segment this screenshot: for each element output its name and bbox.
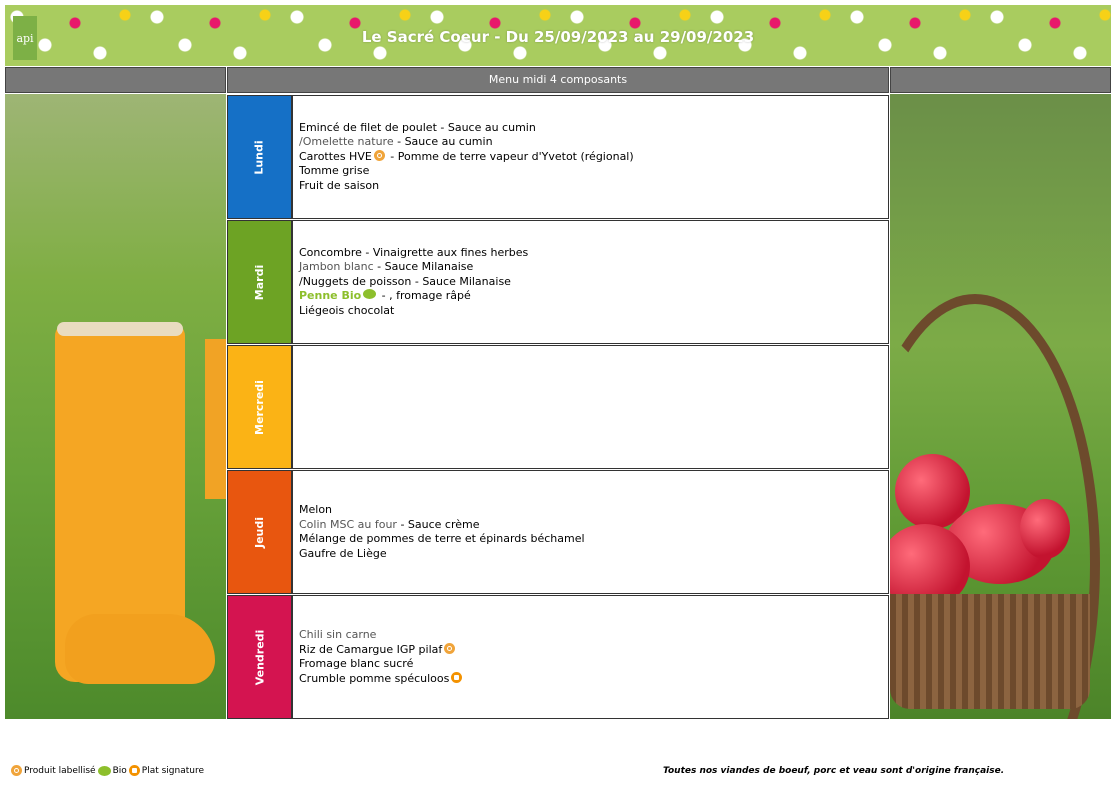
menu-line: Fruit de saison — [299, 178, 380, 192]
wicker-basket — [890, 594, 1090, 709]
signature-icon — [129, 765, 140, 776]
legend — [9, 765, 204, 776]
menu-items-lundi — [299, 96, 884, 218]
bio-dish: Penne Bio — [299, 289, 362, 303]
dish-name: - , fromage râpé — [378, 289, 471, 303]
day-name: Vendredi — [252, 629, 266, 685]
menu-row-lundi — [227, 95, 889, 219]
menu-row-mardi — [227, 220, 889, 344]
page-title: Le Sacré Coeur - Du 25/09/2023 au 29/09/2023 — [361, 28, 755, 46]
menu-line — [299, 672, 884, 687]
apple-basket-illustration — [890, 94, 1111, 719]
menu-row-jeudi — [227, 470, 889, 594]
day-name: Jeudi — [253, 516, 266, 548]
labellise-icon — [11, 765, 22, 776]
dish-name: - Pomme de terre vapeur d'Yvetot (régional) — [386, 149, 634, 163]
menu-line: /Nuggets de poisson - Sauce Milanaise — [299, 274, 511, 288]
menu-line — [299, 289, 884, 304]
menu-line: Tomme grise — [299, 164, 370, 178]
dish-sauce: - Sauce crème — [396, 517, 480, 531]
origin-note: Toutes nos viandes de boeuf, porc et veau sont d'origine française. — [663, 766, 1005, 776]
day-label-jeudi — [228, 471, 293, 593]
menu-line: Concombre - Vinaigrette aux fines herbes — [299, 245, 529, 259]
menu-line: Melon — [299, 503, 333, 516]
menu-line — [299, 135, 884, 150]
menu-row-mercredi — [227, 345, 889, 469]
dish-name: Riz de Camargue IGP pilaf — [299, 642, 443, 656]
dish-sauce: - Sauce au cumin — [393, 135, 493, 149]
legend-bio: Bio — [112, 765, 127, 776]
menu-line: Mélange de pommes de terre et épinards béchamel — [299, 532, 585, 545]
signature-icon — [451, 672, 462, 683]
labellise-icon — [374, 150, 385, 161]
day-label-lundi — [228, 96, 293, 218]
menu-items-vendredi — [299, 596, 884, 718]
menu-column-header: Menu midi 4 composants — [227, 67, 889, 93]
day-label-mercredi — [228, 346, 293, 468]
header-banner — [5, 5, 1111, 66]
left-column-header — [5, 67, 226, 93]
dish-sauce: - Sauce Milanaise — [373, 260, 474, 274]
menu-line: Gaufre de Liège — [299, 546, 387, 560]
menu-items-mardi — [299, 221, 884, 343]
dish-name: Colin MSC au four — [299, 517, 397, 531]
dish-name: Crumble pomme spéculoos — [299, 671, 450, 685]
legend-signature: Plat signature — [141, 765, 204, 776]
boot-toe — [65, 614, 215, 684]
menu-row-vendredi — [227, 595, 889, 719]
menu-line: Chili sin carne — [299, 628, 377, 641]
boots-illustration — [5, 94, 226, 719]
menu-line: Emincé de filet de poulet - Sauce au cumin — [299, 120, 536, 134]
menu-line — [299, 518, 884, 533]
day-label-mardi — [228, 221, 293, 343]
bio-icon — [98, 766, 111, 776]
legend-labellise: Produit labellisé — [24, 765, 96, 776]
menu-line: Fromage blanc sucré — [299, 657, 414, 670]
apple — [1020, 499, 1070, 559]
labellise-icon — [444, 643, 455, 654]
boot-lining — [57, 322, 183, 336]
bio-icon — [363, 289, 376, 299]
right-column-header — [890, 67, 1111, 93]
menu-line — [299, 150, 884, 165]
dish-name: Carottes HVE — [299, 149, 372, 163]
day-name: Mardi — [252, 264, 266, 300]
menu-line — [299, 260, 884, 275]
menu-items-jeudi — [299, 471, 884, 593]
dish-alternative: /Omelette nature — [299, 135, 394, 149]
day-label-vendredi — [228, 596, 293, 718]
menu-line: Liégeois chocolat — [299, 303, 395, 317]
day-name: Mercredi — [252, 379, 266, 435]
dish-name: Jambon blanc — [299, 260, 374, 274]
day-name: Lundi — [252, 139, 266, 175]
second-boot — [205, 339, 226, 499]
logo-text: api — [16, 31, 34, 45]
menu-items-mercredi — [299, 346, 884, 468]
menu-line — [299, 643, 884, 658]
